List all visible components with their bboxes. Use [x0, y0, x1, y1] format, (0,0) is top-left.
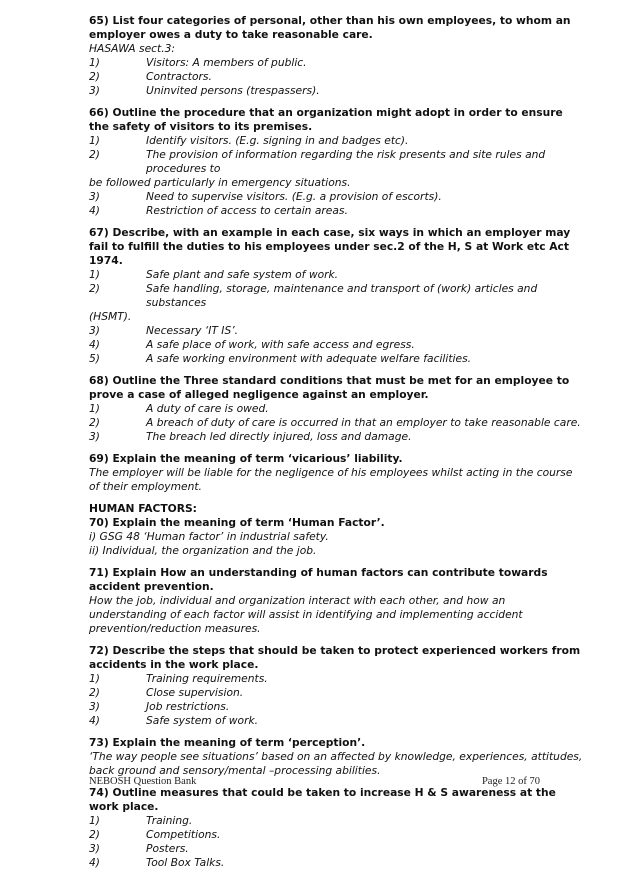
- item-number: 2): [89, 416, 100, 429]
- item-text: Job restrictions.: [146, 700, 230, 713]
- item-text: Uninvited persons (trespassers).: [146, 84, 320, 97]
- answer-item: [89, 324, 583, 338]
- answer-item: [89, 856, 583, 870]
- answer-item: [89, 56, 583, 70]
- item-number: 3): [89, 84, 100, 97]
- item-text: The breach led directly injured, loss and damage.: [146, 430, 412, 443]
- item-number: 4): [89, 204, 100, 217]
- question-block: [89, 786, 583, 870]
- question-block: [89, 226, 583, 366]
- item-text: Close supervision.: [146, 686, 244, 699]
- item-text: Contractors.: [146, 70, 212, 83]
- question-heading: 74) Outline measures that could be taken to increase H & S awareness at the work place.: [89, 786, 556, 813]
- question-block: [89, 14, 583, 98]
- item-number: 2): [89, 686, 100, 699]
- item-text: Safe system of work.: [146, 714, 259, 727]
- question-heading: 65) List four categories of personal, other than his own employees, to whom an employer owes a duty to take reasonable care.: [89, 14, 571, 41]
- answer-item: [89, 70, 583, 84]
- question-heading: 72) Describe the steps that should be taken to protect experienced workers from accidents in the work place.: [89, 644, 581, 671]
- item-text: Posters.: [146, 842, 189, 855]
- item-number: 2): [89, 148, 100, 161]
- answer-item: [89, 842, 583, 856]
- question-block: [89, 502, 583, 558]
- item-number: 1): [89, 268, 100, 281]
- answer-text: The employer will be liable for the negligence of his employees whilst acting in the course of their employment.: [89, 466, 573, 493]
- item-number: 2): [89, 282, 100, 295]
- question-block: [89, 106, 583, 218]
- item-number: 3): [89, 700, 100, 713]
- answer-text: HASAWA sect.3:: [89, 42, 176, 55]
- page-number: Page 12 of 70: [481, 776, 540, 787]
- answer-item: [89, 700, 583, 714]
- answer-text: i) GSG 48 ‘Human factor’ in industrial safety.: [89, 530, 329, 543]
- question-heading: 70) Explain the meaning of term ‘Human Factor’.: [89, 516, 385, 529]
- question-list: [89, 14, 583, 870]
- item-number: 1): [89, 134, 100, 147]
- item-text: Training.: [146, 814, 193, 827]
- item-number: 4): [89, 856, 100, 869]
- question-block: [89, 374, 583, 444]
- item-number: 3): [89, 324, 100, 337]
- section-heading: HUMAN FACTORS:: [89, 502, 197, 515]
- item-text: Visitors: A members of public.: [146, 56, 307, 69]
- answer-text: ii) Individual, the organization and the job.: [89, 544, 317, 557]
- answer-item: [89, 714, 583, 728]
- item-text: Restriction of access to certain areas.: [146, 204, 348, 217]
- item-number: 1): [89, 402, 100, 415]
- item-text: A breach of duty of care is occurred in that an employer to take reasonable care.: [146, 416, 581, 429]
- item-text: Safe plant and safe system of work.: [146, 268, 339, 281]
- item-text: Safe handling, storage, maintenance and transport of (work) articles and substances: [146, 282, 538, 309]
- answer-text: How the job, individual and organization interact with each other, and how an understanding of each factor will assist in identifying and implementing accident prevention/reduction measures.: [89, 594, 523, 635]
- item-number: 1): [89, 56, 100, 69]
- item-text: The provision of information regarding the risk presents and site rules and procedures to: [146, 148, 546, 175]
- answer-text: ‘The way people see situations’ based on an affected by knowledge, experiences, attitudes, back ground and sensory/mental –processing abilities.: [89, 750, 583, 777]
- question-heading: 71) Explain How an understanding of human factors can contribute towards accident prevention.: [89, 566, 548, 593]
- answer-item: [89, 204, 583, 218]
- item-text: Need to supervise visitors. (E.g. a provision of escorts).: [146, 190, 442, 203]
- answer-item: [89, 352, 583, 366]
- question-block: [89, 736, 583, 778]
- answer-item: [89, 672, 583, 686]
- item-number: 3): [89, 190, 100, 203]
- question-block: [89, 566, 583, 636]
- item-number: 1): [89, 672, 100, 685]
- item-text: A safe working environment with adequate welfare facilities.: [146, 352, 472, 365]
- item-number: 4): [89, 338, 100, 351]
- answer-item: [89, 84, 583, 98]
- answer-item: [89, 282, 583, 310]
- item-number: 3): [89, 842, 100, 855]
- answer-item: [89, 148, 583, 176]
- item-number: 3): [89, 430, 100, 443]
- question-heading: 69) Explain the meaning of term ‘vicarious’ liability.: [89, 452, 403, 465]
- item-number: 1): [89, 814, 100, 827]
- document-page: [89, 14, 583, 878]
- item-text: A safe place of work, with safe access and egress.: [146, 338, 415, 351]
- page-footer: [89, 776, 540, 787]
- question-heading: 73) Explain the meaning of term ‘perception’.: [89, 736, 366, 749]
- item-number: 4): [89, 714, 100, 727]
- item-number: 5): [89, 352, 100, 365]
- footer-title: NEBOSH Question Bank: [89, 776, 197, 787]
- item-text: Training requirements.: [146, 672, 268, 685]
- answer-item: [89, 828, 583, 842]
- item-number: 2): [89, 828, 100, 841]
- question-heading: 66) Outline the procedure that an organization might adopt in order to ensure the safety of visitors to its premises.: [89, 106, 563, 133]
- answer-item: [89, 402, 583, 416]
- answer-item: [89, 686, 583, 700]
- answer-text: be followed particularly in emergency situations.: [89, 176, 351, 189]
- answer-item: [89, 134, 583, 148]
- item-text: Identify visitors. (E.g. signing in and badges etc).: [146, 134, 409, 147]
- answer-item: [89, 416, 583, 430]
- question-block: [89, 644, 583, 728]
- question-block: [89, 452, 583, 494]
- item-text: Tool Box Talks.: [146, 856, 225, 869]
- answer-item: [89, 268, 583, 282]
- answer-item: [89, 190, 583, 204]
- question-heading: 67) Describe, with an example in each case, six ways in which an employer may fail to fulfill the duties to his employees under sec.2 of the H, S at Work etc Act 1974.: [89, 226, 571, 267]
- item-text: Competitions.: [146, 828, 221, 841]
- answer-item: [89, 430, 583, 444]
- item-text: A duty of care is owed.: [146, 402, 269, 415]
- answer-item: [89, 338, 583, 352]
- item-text: Necessary ‘IT IS’.: [146, 324, 239, 337]
- item-number: 2): [89, 70, 100, 83]
- question-heading: 68) Outline the Three standard conditions that must be met for an employee to prove a case of alleged negligence against an employer.: [89, 374, 570, 401]
- answer-text: (HSMT).: [89, 310, 132, 323]
